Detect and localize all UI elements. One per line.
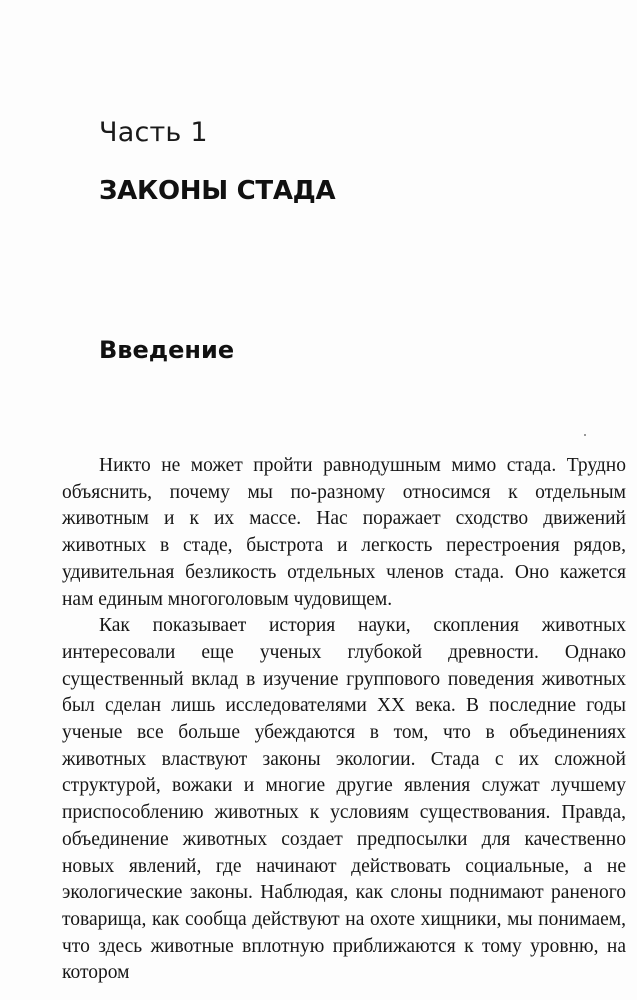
part-label: Часть 1 [99, 117, 208, 148]
part-title: ЗАКОНЫ СТАДА [99, 176, 336, 206]
section-title: Введение [99, 336, 235, 364]
body-text [62, 453, 626, 987]
paragraph-1: Никто не может пройти равнодушным мимо стада. Трудно объяснить, почему мы по-разному относимся к отдельным животным и к их массе. Нас поражает сходство движений животных в стаде, быстрота и легкость перестроения рядов, удивительная безликость отдельных членов стада. Оно кажется нам единым многоголовым чудовищем. [62, 455, 626, 610]
print-speck [584, 434, 586, 436]
paragraph-2: Как показывает история науки, скопления животных интересовали еще ученых глубокой древности. Однако существенный вклад в изучение группового поведения животных был сделан лишь исследователями XX века. В последние годы ученые все больше убеждаются в том, что в объединениях животных властвуют законы экологии. Стада с их сложной структурой, вожаки и многие другие явления служат лучшему приспособлению животных к условиям существования. Правда, объединение животных создает предпосылки для качественно новых явлений, где начинают действовать социальные, а не экологические законы. Наблюдая, как слоны поднимают раненого товарища, как сообща действуют на охоте хищники, мы понимаем, что здесь животные вплотную приближаются к тому уровню, на котором [62, 615, 626, 984]
